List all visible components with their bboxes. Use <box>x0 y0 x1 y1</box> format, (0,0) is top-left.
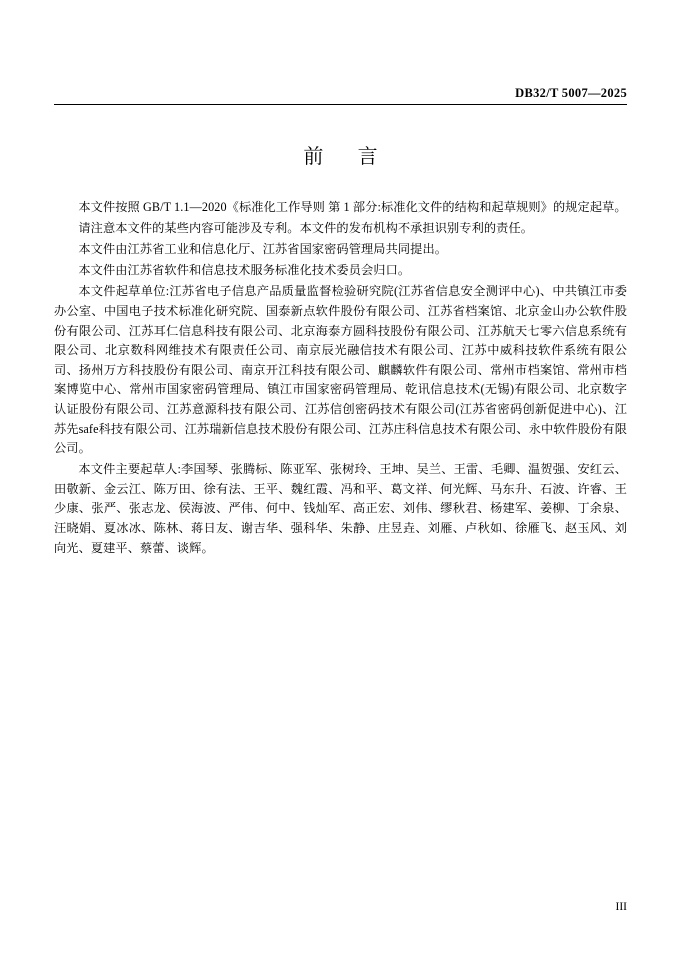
header-standard-code: DB32/T 5007—2025 <box>515 86 627 100</box>
paragraph: 本文件按照 GB/T 1.1—2020《标准化工作导则 第 1 部分:标准化文件的结构和起草规则》的规定起草。 <box>78 200 627 214</box>
paragraph: 本文件由江苏省工业和信息化厅、江苏省国家密码管理局共同提出。 <box>78 242 448 257</box>
paragraph: 本文件由江苏省软件和信息技术服务标准化技术委员会归口。 <box>78 263 411 278</box>
paragraph: 请注意本文件的某些内容可能涉及专利。本文件的发布机构不承担识别专利的责任。 <box>78 221 534 236</box>
page-title: 前 言 <box>303 144 392 168</box>
foreword-body <box>54 198 627 560</box>
page-number: III <box>615 901 627 913</box>
header-divider <box>54 104 627 105</box>
paragraph-drafting-organizations: 本文件起草单位:江苏省电子信息产品质量监督检验研究院(江苏省信息安全测评中心)、中共镇江市委办公室、中国电子技术标准化研究院、国泰新点软件股份有限公司、江苏省档案馆、北京金山办公软件股份有限公司、江苏耳仁信息科技有限公司、北京海泰方圆科技股份有限公司、江苏航天七零六信息系统有限公司、北京数科网维技术有限责任公司、南京辰光融信技术有限公司、江苏中威科技软件系统有限公司、扬州万方科技股份有限公司、南京开江科技有限公司、麒麟软件有限公司、常州市档案馆、常州市档案博览中心、常州市国家密码管理局、镇江市国家密码管理局、乾讯信息技术(无锡)有限公司、北京数字认证股份有限公司、江苏意源科技有限公司、江苏信创密码技术有限公司(江苏省密码创新促进中心)、江苏先safe科技有限公司、江苏瑞新信息技术股份有限公司、江苏庄科信息技术有限公司、永中软件股份有限公司。 <box>54 284 627 456</box>
paragraph-drafters: 本文件主要起草人:李国琴、张腾标、陈亚军、张树玲、王坤、吴兰、王雷、毛卿、温贺强、安红云、田敬新、金云江、陈万田、徐有法、王平、魏红霞、冯和平、葛文祥、何光辉、马东升、石波、许睿、王少康、张严、张志龙、侯海波、严伟、何中、钱灿军、高正宏、刘伟、缪秋君、杨建军、姜柳、丁余泉、汪晓娟、夏冰冰、陈林、蒋日友、谢吉华、强科华、朱静、庄昱垚、刘雁、卢秋如、徐雁飞、赵玉风、刘向光、夏建平、蔡蕾、谈辉。 <box>54 462 627 555</box>
